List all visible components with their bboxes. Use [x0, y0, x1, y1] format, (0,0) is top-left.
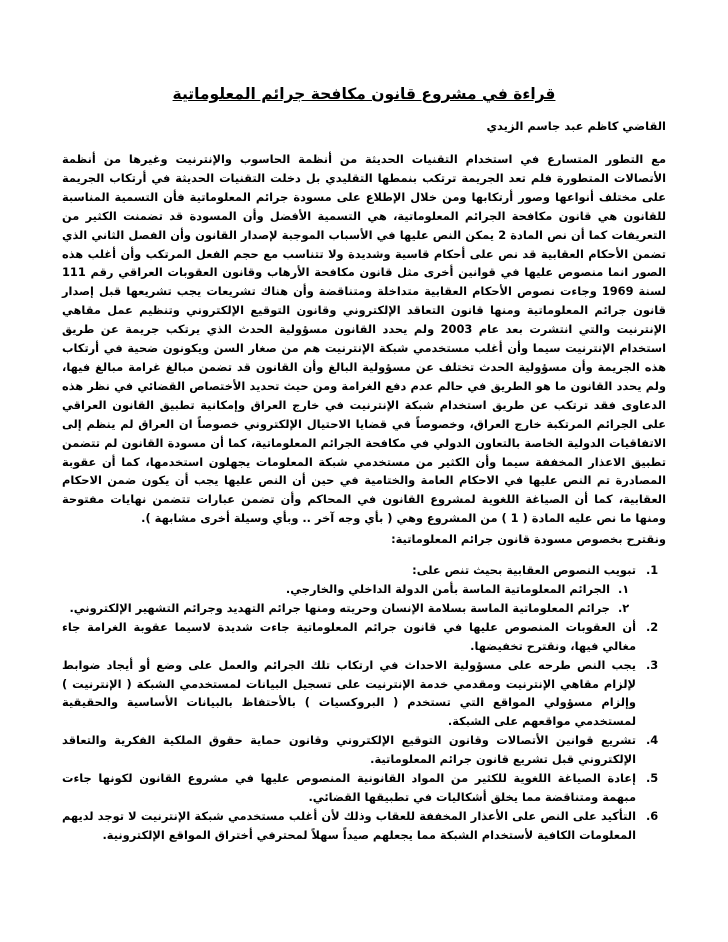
proposal-item [62, 561, 642, 618]
document-title: قراءة في مشروع قانون مكافحة جرائم المعلوماتية [172, 85, 556, 103]
proposal-subitem: 1. الجرائم المعلوماتية الماسة بأمن الدولة الداخلي والخارجي. [62, 580, 614, 599]
proposal-subitem: 2. جرائم المعلوماتية الماسة بسلامة الإنسان وحريته ومنها جرائم التهديد وجرائم التشهير الإلكتروني. [62, 599, 614, 618]
proposal-item: 3. يجب النص طرحه على مسؤولية الاحداث في ارتكاب تلك الجرائم والعمل على وضع أو أيجاد ضوابط لإلزام مقاهي الإنترنيت ومقدمي خدمة الإنترنيت على تسجيل البيانات لمستخدمي الشبكة ( الإنترنيت ) وإلزام مسؤولي المواقع التي تستخدم ( البروكسيات ) بالأحتفاظ بالبيانات الأساسية والحقيقية لمستخدمي مواقعهم على الشبكة. [62, 656, 642, 732]
author-line: القاضي كاظم عبد جاسم الزيدي [486, 119, 666, 133]
proposal-item: 5. إعادة الصياغة اللغوية للكثير من المواد القانونية المنصوص عليها في مشروع القانون لكونها جاءت مبهمة ومتناقضة مما يخلق أشكاليات في تطبيقها القضائي. [62, 769, 642, 807]
proposal-item: 4. تشريع قوانين الأتصالات وقانون التوقيع الإلكتروني وقانون حماية حقوق الملكية الفكرية والتعاقد الإلكتروني قبل تشريع قانون جرائم المعلوماتية. [62, 731, 642, 769]
proposals-list [62, 561, 666, 845]
proposal-sublist [62, 580, 636, 618]
proposal-text: تبويب النصوص العقابية بحيث تنص على: [412, 563, 636, 578]
proposals-heading: ونقترح بخصوص مسودة قانون جرائم المعلوماتية: [391, 532, 666, 547]
proposal-item: 2. أن العقوبات المنصوص عليها في قانون جرائم المعلوماتية جاءت شديدة لاسيما عقوبة الغرامة جاء مغالي فيها، ونقترح تخفيضها. [62, 618, 642, 656]
body-paragraph: مع التطور المتسارع في استخدام التقنيات الحديثة من أنظمة الحاسوب والإنترنيت وغيرها من أنظمة الأتصالات المتطورة فلم تعد الجريمة ترتكب بنمطها التقليدي بل دخلت التقنيات الحديثة في أرتكاب الجريمة على مختلف أنواعها وصور أرتكابها ومن خلال الإطلاع على مسودة جرائم المعلوماتية فأن التسمية المناسبة للقانون هي قانون مكافحة الجرائم المعلوماتية، هي التسمية الأفضل وأن المسودة قد تضمنت الكثير من التعريفات كما أن نص المادة 2 يمكن النص عليها في الأسباب الموجبة لإصدار القانون وأن الفصل الثاني الذي تضمن الأحكام العقابية قد نص على أحكام قاسية وشديدة ولا تتناسب مع حجم الفعل المرتكب وأن أغلب هذه الصور انما منصوص عليها في قوانين أخرى مثل قانون مكافحة الأرهاب وقانون العقوبات العراقي رقم 111 لسنة 1969 وجاءت نصوص الأحكام العقابية متداخلة ومتناقضة وأن هناك تشريعات يجب تشريعها قبل إصدار قانون جرائم المعلوماتية ومنها قانون التعاقد الإلكتروني وقانون التوقيع الإلكتروني وتنظيم عمل مقاهي الإنترنيت والتي انتشرت بعد عام 2003 ولم يحدد القانون مسؤولية الحدث الذي يرتكب جريمة عن طريق استخدام الإنترنيت سيما وأن أغلب مستخدمي شبكة الإنترنيت هم من صغار السن ويكونون ضحية في أرتكاب هذه الجريمة وأن مسؤولية الحدث تختلف عن مسؤولية البالغ وأن القانون قد تضمن مبالغ غرامة مبالغ فيها، ولم يحدد القانون ما هو الطريق في حالم عدم دفع الغرامة ومن حيث تحديد الأختصاص القضائي في نظر هذه الدعاوى فقد ترتكب عن طريق استخدام شبكة الإنترنيت في خارج العراق وإمكانية تطبيق القانون العراقي على الجرائم المرتكبة خارج العراق، وخصوصاً في قضايا الاحتيال الإلكتروني خصوصاً ان العراق لم ينظم إلى الاتفاقيات الدولية الخاصة بالتعاون الدولي في مكافحة الجرائم المعلوماتية، كما أن مسودة القانون لم تتضمن تطبيق الاعذار المخففة سيما وأن الكثير من مستخدمي شبكة المعلومات يجهلون استخدمها، كما أن عقوبة المصادرة تم النص عليها في الاحكام العامة والختامية في حين أن النص عليها يجب أن يكون ضمن الاحكام العقابية، كما أن الصياغة اللغوية لمشروع القانون في المحاكم وأن تضمن عبارات تتضمن نهايات مفتوحة ومنها ما نص عليه المادة ( 1 ) من المشروع وهي ( بأي وجه آخر .. وبأي وسيلة أخرى مشابهة ). [62, 152, 666, 526]
proposal-item: 6. التأكيد على النص على الأعذار المخففة للعقاب وذلك لأن أغلب مستخدمي شبكة الإنترنيت لا توجد لديهم المعلومات الكافية لأستخدام الشبكة مما يجعلهم صيداً سهلاً لمحترفي أختراق المواقع الإلكترونية. [62, 807, 642, 845]
